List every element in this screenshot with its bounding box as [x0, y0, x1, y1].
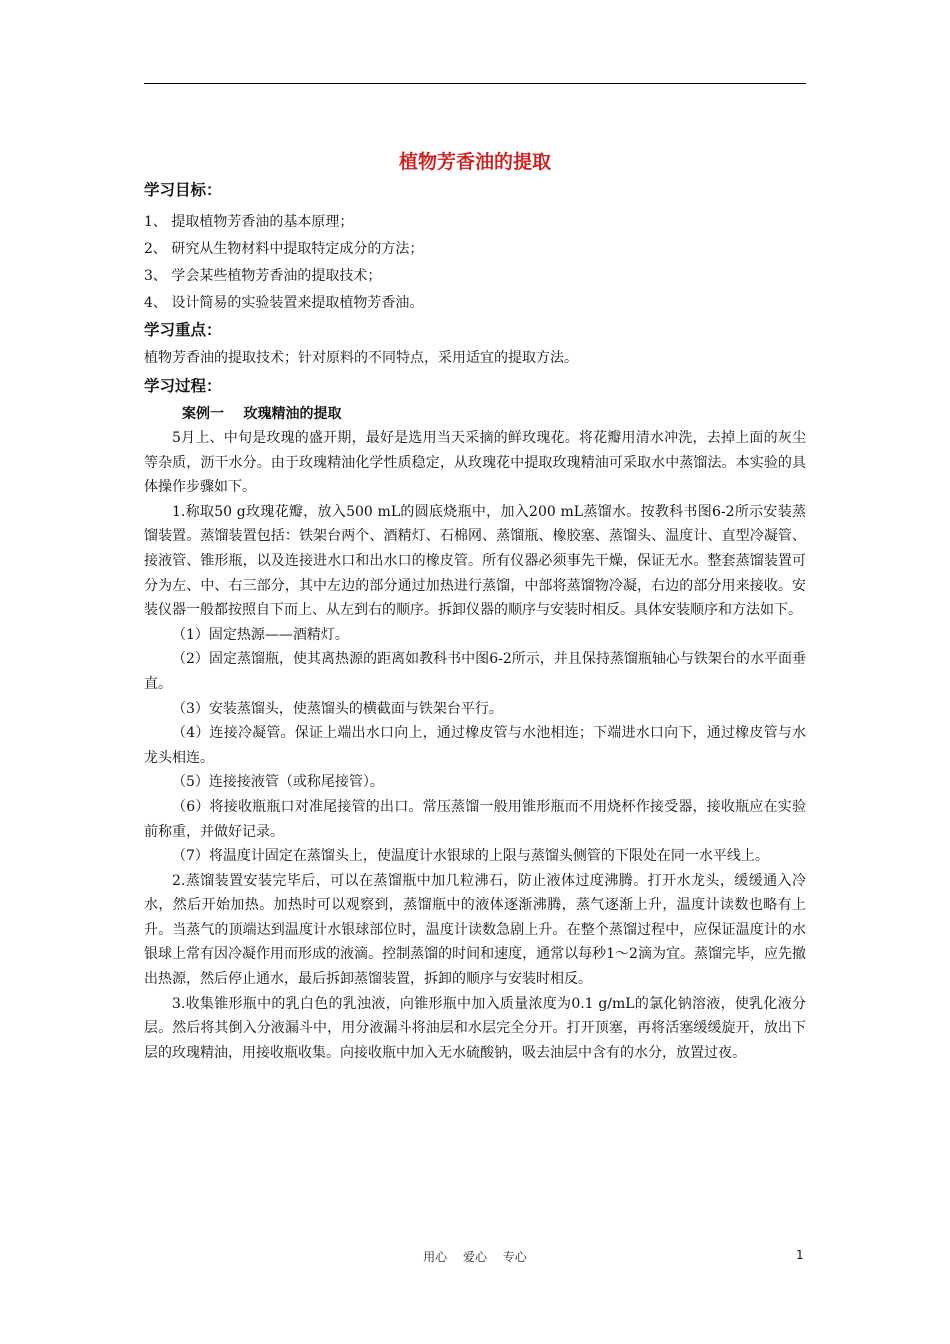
focus-text: 植物芳香油的提取技术；针对原料的不同特点，采用适宜的提取方法。: [144, 350, 578, 366]
paragraph-intro: 5月上、中旬是玫瑰的盛开期，最好是选用当天采摘的鲜玫瑰花。将花瓣用清水冲洗，去掉上面的灰尘等杂质，沥干水分。由于玫瑰精油化学性质稳定，从玫瑰花中提取玫瑰精油可采取水中蒸馏法。本实验的具体操作步骤如下。: [144, 430, 806, 496]
document-body: [144, 178, 806, 1065]
sub-step-3: （3）安装蒸馏头，使蒸馏头的横截面与铁架台平行。: [172, 700, 503, 717]
paragraph-step-1: 1.称取50 g玫瑰花瓣，放入500 mL的圆底烧瓶中，加入200 mL蒸馏水。按教科书图6-2所示安装蒸馏装置。蒸馏装置包括：铁架台两个、酒精灯、石棉网、蒸馏瓶、橡胶塞、蒸馏头、温度计、直型冷凝管、接液管、锥形瓶，以及连接进水口和出水口的橡皮管。所有仪器必须事先干燥，保证无水。整套蒸馏装置可分为左、中、右三部分，其中左边的部分通过加热进行蒸馏，中部将蒸馏物冷凝，右边的部分用来接收。安装仪器一般都按照自下而上、从左到右的顺序。拆卸仪器的顺序与安装时相反。具体安装顺序和方法如下。: [144, 503, 806, 619]
objectives-heading: 学习目标：: [144, 181, 222, 199]
objective-item: 4、 设计简易的实验装置来提取植物芳香油。: [144, 295, 424, 311]
header-rule: [144, 83, 806, 84]
sub-step-2: （2）固定蒸馏瓶，使其离热源的距离如教科书中图6-2所示，并且保持蒸馏瓶轴心与铁架台的水平面垂直。: [144, 651, 806, 692]
objective-item: 1、 提取植物芳香油的基本原理；: [144, 214, 354, 230]
page-number: 1: [796, 1248, 804, 1262]
paragraph-step-3: 3.收集锥形瓶中的乳白色的乳浊液，向锥形瓶中加入质量浓度为0.1 g/mL的氯化钠溶液，使乳化液分层。然后将其倒入分液漏斗中，用分液漏斗将油层和水层完全分开。打开顶塞，再将活塞缓缓旋开，放出下层的玫瑰精油，用接收瓶收集。向接收瓶中加入无水硫酸钠，吸去油层中含有的水分，放置过夜。: [144, 995, 806, 1061]
sub-step-5: （5）连接接液管（或称尾接管）。: [172, 774, 384, 791]
document-title: 植物芳香油的提取: [398, 151, 551, 173]
focus-heading: 学习重点：: [144, 321, 222, 339]
sub-step-1: （1）固定热源——酒精灯。: [172, 626, 349, 643]
sub-step-4: （4）连接冷凝管。保证上端出水口向上，通过橡皮管与水池相连；下端进水口向下，通过橡皮管与水龙头相连。: [144, 725, 806, 766]
process-heading: 学习过程：: [144, 377, 222, 395]
objective-item: 3、 学会某些植物芳香油的提取技术；: [144, 268, 382, 284]
sub-step-7: （7）将温度计固定在蒸馏头上，使温度计水银球的上限与蒸馏头侧管的下限处在同一水平线上。: [172, 848, 769, 865]
footer-motto: 用心 爱心 专心: [423, 1250, 527, 1264]
objective-item: 2、 研究从生物材料中提取特定成分的方法；: [144, 241, 424, 257]
paragraph-step-2: 2.蒸馏装置安装完毕后，可以在蒸馏瓶中加几粒沸石，防止液体过度沸腾。打开水龙头，缓缓通入冷水，然后开始加热。加热时可以观察到，蒸馏瓶中的液体逐渐沸腾，蒸气逐渐上升，温度计读数也略有上升。当蒸气的顶端达到温度计水银球部位时，温度计读数急剧上升。在整个蒸馏过程中，应保证温度计的水银球上常有因冷凝作用而形成的液滴。控制蒸馏的时间和速度，通常以每秒1～2滴为宜。蒸馏完毕，应先撤出热源，然后停止通水，最后拆卸蒸馏装置，拆卸的顺序与安装时相反。: [144, 872, 806, 988]
case-title: 案例一 玫瑰精油的提取: [182, 406, 342, 422]
sub-step-6: （6）将接收瓶瓶口对准尾接管的出口。常压蒸馏一般用锥形瓶而不用烧杯作接受器，接收瓶应在实验前称重，并做好记录。: [144, 798, 806, 840]
